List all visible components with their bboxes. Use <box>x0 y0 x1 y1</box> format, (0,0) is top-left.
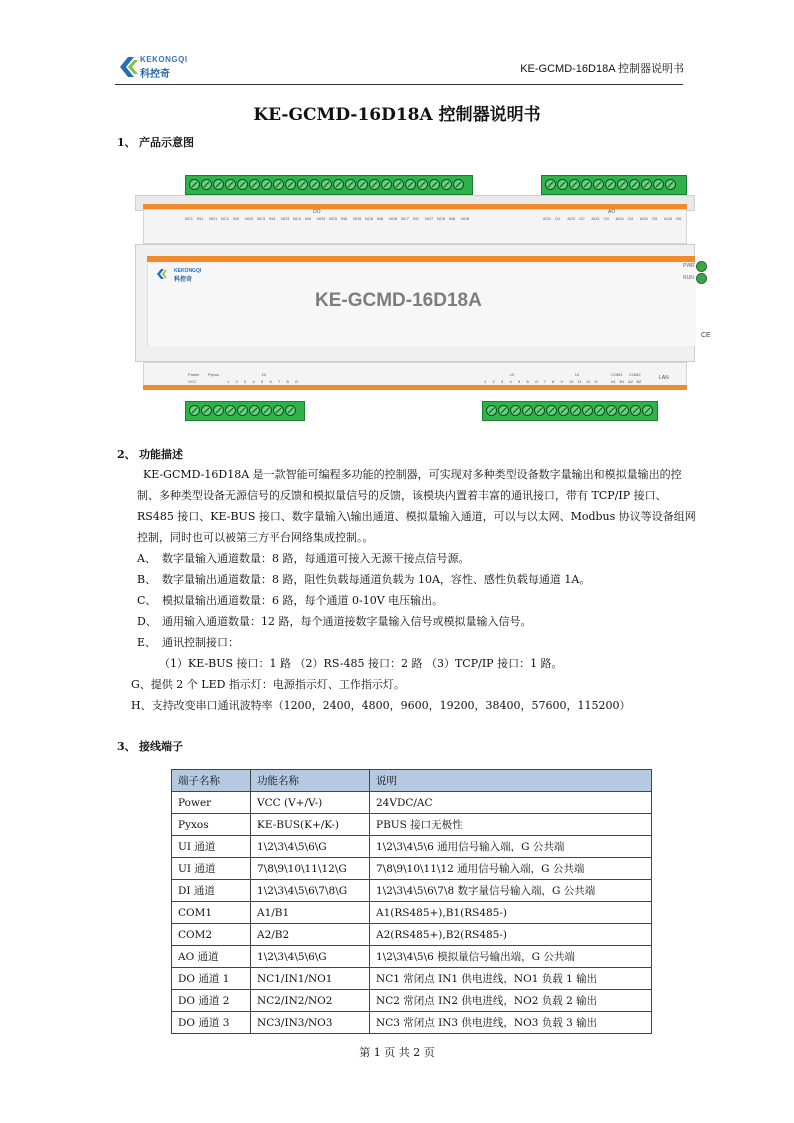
table-row <box>172 1012 652 1034</box>
list-item-text: 通用输入通道数量：12 路，每个通道接数字量输入信号或模拟量输入信号。 <box>162 615 532 628</box>
do-pin-labels <box>185 216 473 221</box>
list-item <box>137 590 590 611</box>
ao-terminal-block <box>541 175 687 195</box>
pin-label: NC7 <box>401 216 410 221</box>
section-3-heading <box>117 738 183 754</box>
pin-label: NC6 <box>365 216 374 221</box>
table-cell: NC2 常闭点 IN2 供电进线，NO2 负载 2 输出 <box>370 990 652 1012</box>
header-title: KE-GCMD-16D18A 控制器说明书 <box>520 63 684 75</box>
pin-label: 11 <box>577 379 582 384</box>
section-title: 功能描述 <box>139 448 183 461</box>
terminal-screw-icon <box>237 179 248 190</box>
pin-label: IN2 <box>233 216 240 221</box>
terminal-screw-icon <box>417 179 428 190</box>
pin-label: 4 <box>509 379 512 384</box>
pin-label: G <box>535 379 539 384</box>
feature-list <box>137 548 590 674</box>
led-run-label: RUN <box>683 275 694 281</box>
terminal-screw-icon <box>569 179 580 190</box>
top-label-strip <box>143 209 687 244</box>
table-cell: A2(RS485+),B2(RS485-) <box>370 924 652 946</box>
terminal-screw-icon <box>641 179 652 190</box>
pin-label: G4 <box>627 216 633 221</box>
terminal-screw-icon <box>534 405 545 416</box>
terminal-screw-icon <box>665 179 676 190</box>
com-pin-labels <box>611 379 645 384</box>
table-cell: NC3/IN3/NO3 <box>251 1012 370 1034</box>
terminal-screw-icon <box>321 179 332 190</box>
terminal-screw-icon <box>273 179 284 190</box>
terminal-screw-icon <box>558 405 569 416</box>
pin-label: NC1 <box>185 216 194 221</box>
table-row <box>172 814 652 836</box>
pin-label: IN1 <box>197 216 204 221</box>
pin-label: 5 <box>261 379 264 384</box>
ui-terminal-block <box>482 401 658 421</box>
table-row <box>172 946 652 968</box>
document-title: KE-GCMD-16D18A 控制器说明书 <box>253 105 541 125</box>
pin-label: 3 <box>244 379 247 384</box>
pin-label: NC5 <box>329 216 338 221</box>
terminal-screw-icon <box>510 405 521 416</box>
terminal-screw-icon <box>285 179 296 190</box>
table-cell: DI 通道 <box>172 880 251 902</box>
list-item-text: 模拟量输出通道数量：6 路，每个通道 0-10V 电压输出。 <box>162 594 444 607</box>
terminal-screw-icon <box>441 179 452 190</box>
terminal-screw-icon <box>557 179 568 190</box>
di-label: DI <box>262 372 266 377</box>
ao-label: AO <box>608 209 616 215</box>
device-logo-cn: 科控奇 <box>174 277 193 283</box>
front-orange-band <box>147 256 695 262</box>
terminal-screw-icon <box>201 405 212 416</box>
terminal-screw-icon <box>189 405 200 416</box>
terminal-screw-icon <box>381 179 392 190</box>
pin-label: 8 <box>552 379 555 384</box>
pin-label: 1 <box>227 379 230 384</box>
list-item <box>137 548 590 569</box>
product-diagram <box>135 172 711 407</box>
logo-text-en: KEKONGQI <box>140 55 188 64</box>
pin-label: A2 <box>628 379 633 384</box>
pin-label: AO6 <box>663 216 672 221</box>
pin-label: G <box>295 379 299 384</box>
terminal-screw-icon <box>618 405 629 416</box>
terminal-screw-icon <box>369 179 380 190</box>
terminal-screw-icon <box>261 179 272 190</box>
terminal-screw-icon <box>213 179 224 190</box>
pin-label: IN6 <box>377 216 384 221</box>
pin-label: 12 <box>586 379 591 384</box>
terminal-screw-icon <box>357 179 368 190</box>
pin-label: NC8 <box>437 216 446 221</box>
terminal-screw-icon <box>225 179 236 190</box>
page-footer: 第 1 页 共 2 页 <box>359 1046 435 1059</box>
pin-label: 5 <box>518 379 521 384</box>
list-item-text: 数字量输入通道数量：8 路，每通道可接入无源干接点信号源。 <box>162 552 470 565</box>
pin-label: 1 <box>484 379 487 384</box>
column-header: 功能名称 <box>251 770 370 792</box>
table-cell: 1\2\3\4\5\6\G <box>251 946 370 968</box>
section-title: 产品示意图 <box>139 136 194 149</box>
table-cell: DO 通道 1 <box>172 968 251 990</box>
table-cell: A1/B1 <box>251 902 370 924</box>
section-number: 2、 <box>117 448 136 461</box>
terminal-screw-icon <box>309 179 320 190</box>
table-cell: 1\2\3\4\5\6\7\8 数字量信号输入端，G 公共端 <box>370 880 652 902</box>
pin-label: AO2 <box>567 216 576 221</box>
table-cell: COM1 <box>172 902 251 924</box>
ui2-label: UI <box>575 372 579 377</box>
terminal-screw-icon <box>605 179 616 190</box>
terminal-screw-icon <box>629 179 640 190</box>
ui-pin-labels <box>484 379 603 384</box>
terminal-screw-icon <box>594 405 605 416</box>
ui1-label: UI <box>510 372 514 377</box>
pin-label: IN3 <box>269 216 276 221</box>
table-cell: A1(RS485+),B1(RS485-) <box>370 902 652 924</box>
table-cell: PBUS 接口无极性 <box>370 814 652 836</box>
terminal-screw-icon <box>225 405 236 416</box>
table-row <box>172 924 652 946</box>
pin-label: 7 <box>278 379 281 384</box>
power-label: Power <box>188 372 200 377</box>
pin-label: G2 <box>579 216 585 221</box>
pyxos-label: Pyxos <box>208 372 219 377</box>
terminal-screw-icon <box>606 405 617 416</box>
pin-label: 8 <box>286 379 289 384</box>
terminal-screw-icon <box>261 405 272 416</box>
ce-mark-icon: CE <box>701 332 711 339</box>
table-cell: COM2 <box>172 924 251 946</box>
table-cell: A2/B2 <box>251 924 370 946</box>
pin-label: A1 <box>611 379 616 384</box>
table-row <box>172 968 652 990</box>
pin-label: NO7 <box>425 216 434 221</box>
pin-label: AO1 <box>543 216 552 221</box>
list-item <box>137 569 590 590</box>
intro-paragraph: KE-GCMD-16D18A 是一款智能可编程多功能的控制器，可实现对多种类型设备数字量输出和模拟量输出的控制、多种类型设备无源信号的反馈和模拟量信号的反馈，该模块内置着丰富的通讯接口，带有 TCP/IP 接口、RS485 接口、KE-BUS 接口、数字量输入\输出通道、模拟量输入通道，可以与以太网、Modbus 协议等设备组网控制，同时也可以被第三方平台网络集成控制。。 <box>137 468 696 544</box>
pin-label: NO8 <box>461 216 470 221</box>
table-row <box>172 858 652 880</box>
terminal-table <box>171 769 652 1034</box>
pin-label: IN5 <box>341 216 348 221</box>
do-label: DO <box>313 209 321 215</box>
section-2-heading <box>117 446 183 462</box>
com2-label: COM2 <box>629 372 641 377</box>
table-row <box>172 836 652 858</box>
table-cell: VCC (V+/V-) <box>251 792 370 814</box>
di-terminal-block <box>185 401 305 421</box>
section-title: 接线端子 <box>139 740 183 753</box>
pin-label: 2 <box>492 379 495 384</box>
lan-label: LAN <box>659 375 669 381</box>
terminal-screw-icon <box>189 179 200 190</box>
pin-label: 9 <box>560 379 563 384</box>
table-cell: AO 通道 <box>172 946 251 968</box>
list-item-label: B、 <box>137 573 157 586</box>
table-cell: Power <box>172 792 251 814</box>
pin-label: 7 <box>543 379 546 384</box>
table-cell: NC1 常闭点 IN1 供电进线，NO1 负载 1 输出 <box>370 968 652 990</box>
terminal-screw-icon <box>546 405 557 416</box>
pin-label: B1 <box>619 379 625 384</box>
table-cell: 7\8\9\10\11\12 通用信号输入端，G 公共端 <box>370 858 652 880</box>
table-cell: 1\2\3\4\5\6\G <box>251 836 370 858</box>
table-header-row <box>172 770 652 792</box>
terminal-screw-icon <box>285 405 296 416</box>
pin-label: 10 <box>569 379 574 384</box>
pin-label: G5 <box>651 216 658 221</box>
pin-label: IN8 <box>449 216 456 221</box>
pin-label: 2 <box>235 379 238 384</box>
pin-label: 4 <box>252 379 255 384</box>
terminal-screw-icon <box>642 405 653 416</box>
table-cell: 1\2\3\4\5\6 通用信号输入端，G 公共端 <box>370 836 652 858</box>
table-cell: UI 通道 <box>172 836 251 858</box>
table-cell: UI 通道 <box>172 858 251 880</box>
list-item-label: D、 <box>137 615 157 628</box>
terminal-screw-icon <box>630 405 641 416</box>
list-item <box>137 632 590 653</box>
table-cell: NC2/IN2/NO2 <box>251 990 370 1012</box>
led-run-icon <box>696 273 707 284</box>
pin-label: B2 <box>636 379 642 384</box>
table-cell: NC3 常闭点 IN3 供电进线，NO3 负载 3 输出 <box>370 1012 652 1034</box>
column-header: 说明 <box>370 770 652 792</box>
terminal-screw-icon <box>201 179 212 190</box>
terminal-screw-icon <box>345 179 356 190</box>
terminal-screw-icon <box>405 179 416 190</box>
terminal-screw-icon <box>297 179 308 190</box>
logo-text-cn: 科控奇 <box>140 69 170 80</box>
table-cell: KE-BUS(K+/K-) <box>251 814 370 836</box>
terminal-screw-icon <box>545 179 556 190</box>
led-pwr-label: PWR <box>683 263 695 269</box>
ao-pin-labels <box>543 216 688 221</box>
terminal-screw-icon <box>453 179 464 190</box>
list-subitem: （1）KE-BUS 接口：1 路 （2）RS-485 接口：2 路 （3）TCP/IP 接口：1 路。 <box>159 657 563 670</box>
list-item-label: A、 <box>137 552 156 565</box>
terminal-screw-icon <box>522 405 533 416</box>
pin-label: IN7 <box>413 216 420 221</box>
section-number: 3、 <box>117 740 136 753</box>
com1-label: COM1 <box>611 372 623 377</box>
terminal-screw-icon <box>249 179 260 190</box>
pin-label: G3 <box>603 216 609 221</box>
terminal-screw-icon <box>617 179 628 190</box>
pin-label: AO3 <box>591 216 600 221</box>
pin-label: NO2 <box>245 216 254 221</box>
pin-label: G1 <box>555 216 561 221</box>
terminal-screw-icon <box>486 405 497 416</box>
pin-label: NC2 <box>221 216 230 221</box>
pin-label: 6 <box>269 379 272 384</box>
table-cell: DO 通道 2 <box>172 990 251 1012</box>
pin-label: AO4 <box>615 216 624 221</box>
table-cell: NC1/IN1/NO1 <box>251 968 370 990</box>
vcc-label: VCC <box>188 379 197 384</box>
list-item <box>137 611 590 632</box>
terminal-screw-icon <box>213 405 224 416</box>
pin-label: NC3 <box>257 216 266 221</box>
pin-label: IN4 <box>305 216 312 221</box>
table-row <box>172 902 652 924</box>
header-rule <box>115 84 683 85</box>
section-number: 1、 <box>117 136 136 149</box>
table-cell: 1\2\3\4\5\6 模拟量信号输出端，G 公共端 <box>370 946 652 968</box>
pin-label: NO1 <box>209 216 218 221</box>
list-item-h: H、支持改变串口通讯波特率（1200，2400，4800，9600，19200，38400，57600，115200） <box>131 699 631 712</box>
pin-label: NO4 <box>317 216 326 221</box>
pin-label: 3 <box>501 379 504 384</box>
device-logo-icon <box>157 268 173 280</box>
pin-label: NO6 <box>389 216 398 221</box>
section-1-heading <box>117 134 194 150</box>
table-cell: 24VDC/AC <box>370 792 652 814</box>
list-item-g: G、提供 2 个 LED 指示灯：电源指示灯、工作指示灯。 <box>131 678 405 691</box>
led-pwr-icon <box>696 261 707 272</box>
table-cell: 1\2\3\4\5\6\7\8\G <box>251 880 370 902</box>
pin-label: NO3 <box>281 216 290 221</box>
table-cell: Pyxos <box>172 814 251 836</box>
pin-label: AO5 <box>639 216 648 221</box>
list-item-label: C、 <box>137 594 157 607</box>
pin-label: G <box>594 379 598 384</box>
pin-label: NO5 <box>353 216 362 221</box>
terminal-screw-icon <box>498 405 509 416</box>
do-terminal-block <box>185 175 473 195</box>
terminal-screw-icon <box>237 405 248 416</box>
column-header: 端子名称 <box>172 770 251 792</box>
list-item-text: 通讯控制接口： <box>162 636 239 649</box>
pin-label: 6 <box>526 379 529 384</box>
terminal-screw-icon <box>393 179 404 190</box>
di-pin-labels <box>227 379 304 384</box>
bottom-orange-band <box>143 385 687 390</box>
terminal-screw-icon <box>570 405 581 416</box>
table-row <box>172 792 652 814</box>
list-item-label: E、 <box>137 636 157 649</box>
table-cell: 7\8\9\10\11\12\G <box>251 858 370 880</box>
terminal-screw-icon <box>581 179 592 190</box>
pin-label: G6 <box>676 216 682 221</box>
table-row <box>172 990 652 1012</box>
terminal-screw-icon <box>333 179 344 190</box>
terminal-screw-icon <box>249 405 260 416</box>
terminal-screw-icon <box>653 179 664 190</box>
table-row <box>172 880 652 902</box>
terminal-screw-icon <box>582 405 593 416</box>
list-item-text: 数字量输出通道数量：8 路，阻性负载每通道负载为 10A，容性、感性负载每通道 1A。 <box>162 573 591 586</box>
terminal-screw-icon <box>273 405 284 416</box>
terminal-screw-icon <box>429 179 440 190</box>
device-model-label: KE-GCMD-16D18A <box>315 290 482 311</box>
pin-label: NC4 <box>293 216 302 221</box>
terminal-screw-icon <box>593 179 604 190</box>
table-cell: DO 通道 3 <box>172 1012 251 1034</box>
device-logo-en: KEKONGQI <box>174 268 202 274</box>
